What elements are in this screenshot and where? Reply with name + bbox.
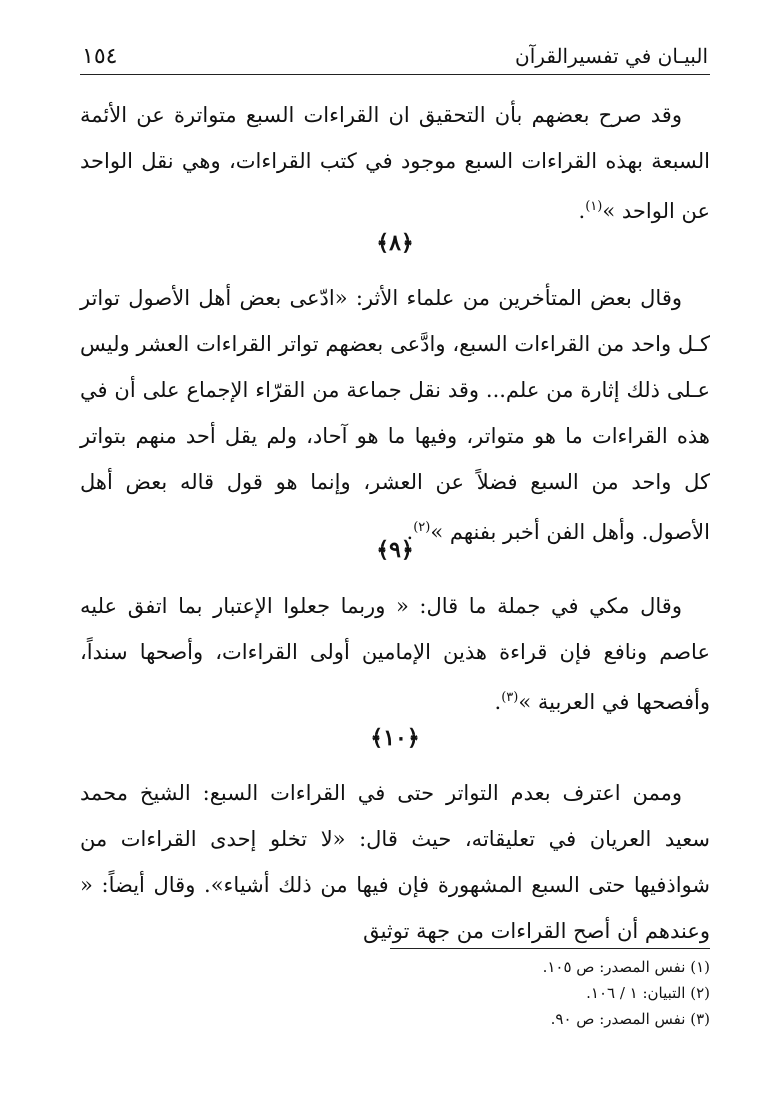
paragraph-3: وقال مكي في جملة ما قال: « وربما جعلوا الإعتبار بما اتفق عليه عاصم ونافع فإن قراءة هذين الإمامين أولى القراءات، وأصحها سنداً، وأفصحها في العربية »$^{(٣)}$. — [80, 594, 710, 714]
section-4 — [80, 770, 710, 954]
section-1 — [80, 92, 710, 234]
section-3 — [80, 583, 710, 725]
section-marker-8: ﴿٨﴾ — [376, 230, 414, 256]
paragraph-4: وممن اعترف بعدم التواتر حتى في القراءات السبع: الشيخ محمد سعيد العريان في تعليقاته، حيث قال: «لا تخلو إحدى القراءات من شواذفيها حتى السبع المشهورة فإن فيها من ذلك أشياء». وقال أيضاً: « وعندهم أن أصح القراءات من جهة توثيق — [80, 781, 710, 943]
footnote-ref-1: (١) — [585, 199, 603, 214]
footnote-divider — [390, 948, 710, 949]
footnote-2: (٢) التبيان: ١ / ١٠٦. — [586, 984, 710, 1002]
book-title: البيـان في تفسيرالقرآن — [515, 44, 708, 68]
paragraph-3-text: وقال مكي في جملة ما قال: « وربما جعلوا الإعتبار بما اتفق عليه عاصم ونافع فإن قراءة هذين الإمامين أولى القراءات، وأصحها سنداً، وأفصحها في العربية » — [80, 594, 710, 714]
paragraph-1: وقد صرح بعضهم بأن التحقيق ان القراءات السبع متواترة عن الأئمة السبعة بهذه القراءات السبع موجود في كتب القراءات، وهي نقل الواحد عن الواحد »$^{(١)}$. — [80, 103, 710, 223]
footnote-ref-2: (٢) — [413, 520, 431, 535]
footnote-ref-3: (٣) — [501, 690, 519, 705]
section-2 — [80, 275, 710, 555]
paragraph-2-text: وقال بعض المتأخرين من علماء الأثر: «ادّعى بعض أهل الأصول تواتر كـل واحد من القراءات السبع، وادَّعى بعضهم تواتر القراءات العشر وليس عـلى ذلك إثارة من علم... وقد نقل جماعة من القرّاء الإجماع على أن في هذه القراءات ما هو متواتر، وفيها ما هو آحاد، ولم يقل أحد منهم بتواتر كل واحد من السبع فضلاً عن العشر، وإنما هو قول قاله بعض أهل الأصول. وأهل الفن أخبر بفنهم » — [80, 286, 710, 544]
paragraph-2: وقال بعض المتأخرين من علماء الأثر: «ادّعى بعض أهل الأصول تواتر كـل واحد من القراءات السبع، وادَّعى بعضهم تواتر القراءات العشر وليس عـلى ذلك إثارة من علم... وقد نقل جماعة من القرّاء الإجماع على أن في هذه القراءات ما هو متواتر، وفيها ما هو آحاد، ولم يقل أحد منهم بتواتر كل واحد من السبع فضلاً عن العشر، وإنما هو قول قاله بعض أهل الأصول. وأهل الفن أخبر بفنهم »$^{(٢)}$. — [80, 286, 710, 544]
page-number: ١٥٤ — [82, 44, 118, 69]
section-marker-10: ﴿١٠﴾ — [370, 725, 420, 751]
footnote-3: (٣) نفس المصدر: ص ٩٠. — [550, 1010, 710, 1028]
running-header — [80, 38, 710, 75]
paragraph-1-text: وقد صرح بعضهم بأن التحقيق ان القراءات السبع متواترة عن الأئمة السبعة بهذه القراءات السبع موجود في كتب القراءات، وهي نقل الواحد عن الواحد » — [80, 103, 710, 223]
footnote-1: (١) نفس المصدر: ص ١٠٥. — [542, 958, 710, 976]
footnotes — [543, 954, 710, 1032]
section-marker-9: ﴿٩﴾ — [376, 537, 414, 563]
